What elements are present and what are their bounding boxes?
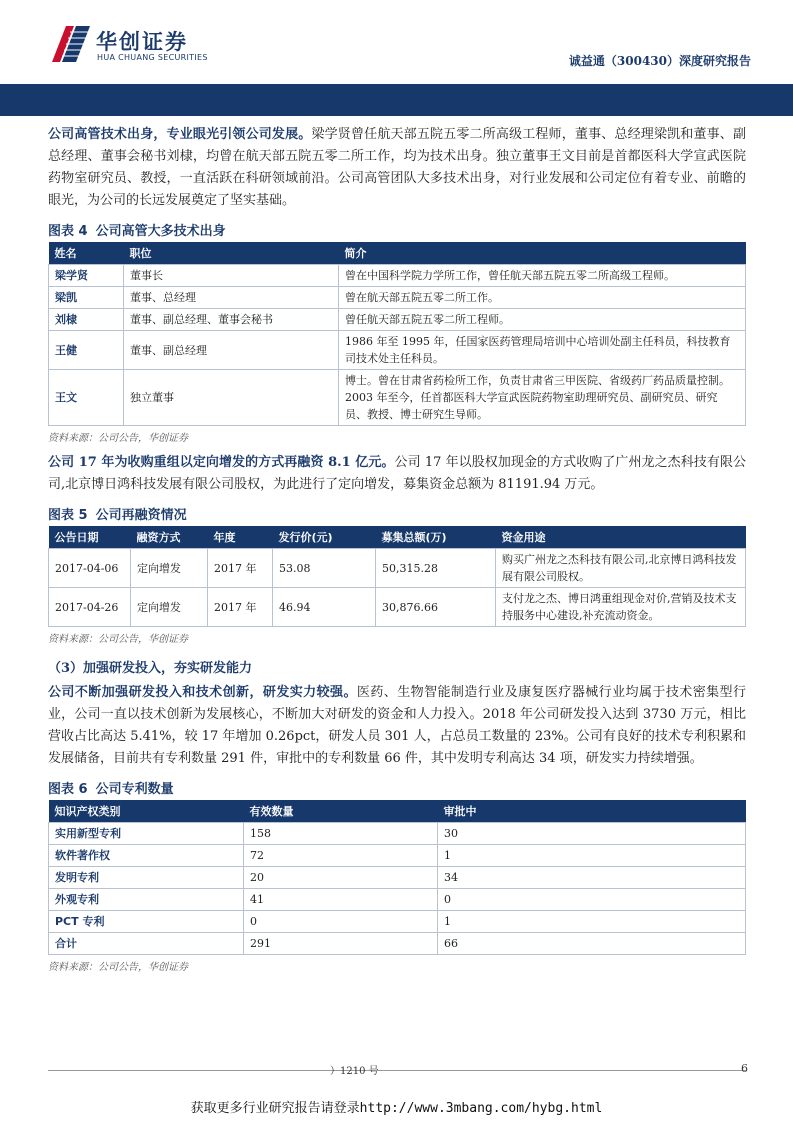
pending-count: 0 (438, 889, 746, 911)
executive-position: 董事、总经理 (124, 287, 339, 309)
executive-position: 独立董事 (124, 370, 339, 426)
financing-method: 定向增发 (131, 588, 208, 627)
valid-count: 0 (244, 911, 438, 933)
pending-count: 1 (438, 911, 746, 933)
fund-usage: 购买广州龙之杰科技有限公司,北京博日鸿科技发展有限公司股权。 (496, 549, 746, 588)
footer-license: ）1210 号 (330, 1066, 379, 1077)
figure-label: 图表 6 (48, 782, 88, 797)
paragraph-management (48, 124, 746, 212)
page-content (48, 124, 746, 981)
table-row (49, 370, 746, 426)
table-row (49, 549, 746, 588)
pending-count: 34 (438, 867, 746, 889)
huachuang-logo-icon (48, 24, 92, 64)
issue-price: 53.08 (273, 549, 376, 588)
executive-position: 董事长 (124, 265, 339, 287)
table-header-row (49, 800, 746, 823)
table-header-row (49, 242, 746, 265)
pending-count: 66 (438, 933, 746, 955)
page-header (0, 0, 793, 70)
table-row (49, 309, 746, 331)
paragraph-body: 公司 17 年以股权加现金的方式收购了广州龙之杰科技有限公司,北京博日鸿科技发展有限公司股权，为此进行了定向增发，募集资金总额为 81191.94 万元。 (48, 455, 746, 492)
table-row (49, 331, 746, 370)
figure-6-title (48, 778, 746, 797)
table-row (49, 845, 746, 867)
brand-name-cn: 华创证券 (96, 30, 188, 54)
issue-price: 46.94 (273, 588, 376, 627)
report-title: 诚益通（300430）深度研究报告 (568, 54, 751, 68)
valid-count: 72 (244, 845, 438, 867)
table-row (49, 823, 746, 845)
executive-intro: 博士。曾在甘肃省药检所工作，负责甘肃省三甲医院、省级药厂药品质量控制。2003 年至今，任首都医科大学宣武医院药物室助理研究员、副研究员、研究员、教授、博士研究生导师。 (339, 370, 746, 426)
valid-count: 20 (244, 867, 438, 889)
ip-category: 外观专利 (49, 889, 244, 911)
pending-count: 1 (438, 845, 746, 867)
figure-source: 资料来源：公司公告，华创证券 (48, 962, 188, 973)
column-header: 简介 (339, 242, 746, 265)
executive-intro: 曾在航天部五院五零二所工作。 (339, 287, 746, 309)
executive-position: 董事、副总经理 (124, 331, 339, 370)
paragraph-financing (48, 452, 746, 496)
executive-intro: 1986 年至 1995 年，任国家医药管理局培训中心培训处副主任科员，科技教育司技术处主任科员。 (339, 331, 746, 370)
page-number: 6 (741, 1062, 748, 1075)
paragraph-lead: 公司不断加强研发投入和技术创新，研发实力较强。 (48, 685, 357, 700)
executive-intro: 曾任航天部五院五零二所工程师。 (339, 309, 746, 331)
financing-method: 定向增发 (131, 549, 208, 588)
header-band (0, 84, 793, 116)
executive-intro: 曾在中国科学院力学所工作，曾任航天部五院五零二所高级工程师。 (339, 265, 746, 287)
figure-source: 资料来源：公司公告，华创证券 (48, 433, 188, 444)
figure-5-title (48, 504, 746, 523)
figure-caption: 公司再融资情况 (95, 508, 187, 523)
column-header: 公告日期 (49, 526, 131, 549)
executive-name: 刘棣 (49, 309, 124, 331)
column-header: 资金用途 (496, 526, 746, 549)
executive-name: 梁学贤 (49, 265, 124, 287)
executive-name: 王健 (49, 331, 124, 370)
column-header: 募集总额(万) (376, 526, 496, 549)
ip-category: PCT 专利 (49, 911, 244, 933)
paragraph-rnd (48, 682, 746, 770)
figure-source: 资料来源：公司公告，华创证券 (48, 634, 188, 645)
footer-divider (48, 1070, 746, 1071)
fiscal-year: 2017 年 (208, 549, 273, 588)
table-row (49, 588, 746, 627)
executive-name: 梁凯 (49, 287, 124, 309)
paragraph-body: 医药、生物智能制造行业及康复医疗器械行业均属于技术密集型行业，公司一直以技术创新为发展核心，不断加大对研发的资金和人力投入。2018 年公司研发投入达到 3730 万元，相比营收占比高达 5.41%，较 17 年增加 0.26pct，研发人员 301 人，占总员工数量的 23%。公司有良好的技术专利积累和发展储备，目前共有专利数量 291 件，审批中的专利数量 66 件，其中发明专利高达 34 项，研发实力持续增强。 (48, 685, 746, 766)
paragraph-lead: 公司高管技术出身，专业眼光引领公司发展。 (48, 127, 312, 142)
section-heading: （3）加强研发投入，夯实研发能力 (48, 661, 253, 676)
paragraph-lead: 公司 17 年为收购重组以定向增发的方式再融资 8.1 亿元。 (48, 455, 395, 470)
table-header-row (49, 526, 746, 549)
executive-name: 王文 (49, 370, 124, 426)
valid-count: 41 (244, 889, 438, 911)
column-header: 发行价(元) (273, 526, 376, 549)
valid-count: 158 (244, 823, 438, 845)
table-row (49, 889, 746, 911)
fund-usage: 支付龙之杰、博日鸿重组现金对价,营销及技术支持服务中心建设,补充流动资金。 (496, 588, 746, 627)
column-header: 职位 (124, 242, 339, 265)
brand-name-en: HUA CHUANG SECURITIES (97, 53, 208, 62)
raised-total: 50,315.28 (376, 549, 496, 588)
ip-category: 发明专利 (49, 867, 244, 889)
column-header: 知识产权类别 (49, 800, 244, 823)
table-row (49, 287, 746, 309)
ip-category: 合计 (49, 933, 244, 955)
column-header: 融资方式 (131, 526, 208, 549)
announce-date: 2017-04-26 (49, 588, 131, 627)
figure-label: 图表 4 (48, 224, 88, 239)
raised-total: 30,876.66 (376, 588, 496, 627)
financing-table (48, 526, 746, 627)
announce-date: 2017-04-06 (49, 549, 131, 588)
management-table (48, 242, 746, 426)
figure-4-title (48, 220, 746, 239)
ip-category: 实用新型专利 (49, 823, 244, 845)
promo-link[interactable]: 获取更多行业研究报告请登录http://www.3mbang.com/hybg.html (190, 1101, 603, 1116)
table-row (49, 911, 746, 933)
column-header: 有效数量 (244, 800, 438, 823)
column-header: 审批中 (438, 800, 746, 823)
valid-count: 291 (244, 933, 438, 955)
column-header: 年度 (208, 526, 273, 549)
patent-table (48, 800, 746, 955)
ip-category: 软件著作权 (49, 845, 244, 867)
figure-caption: 公司高管大多技术出身 (95, 224, 226, 239)
figure-caption: 公司专利数量 (95, 782, 174, 797)
table-row (49, 867, 746, 889)
figure-label: 图表 5 (48, 508, 88, 523)
pending-count: 30 (438, 823, 746, 845)
column-header: 姓名 (49, 242, 124, 265)
executive-position: 董事、副总经理、董事会秘书 (124, 309, 339, 331)
paragraph-body: 梁学贤曾任航天部五院五零二所高级工程师，董事、总经理梁凯和董事、副总经理、董事会秘书刘棣，均曾在航天部五院五零二所工作，均为技术出身。独立董事王文目前是首都医科大学宣武医院药物室研究员、教授，一直活跃在科研领域前沿。公司高管团队大多技术出身，对行业发展和公司定位有着专业、前瞻的眼光，为公司的长远发展奠定了坚实基础。 (48, 127, 746, 208)
table-row (49, 265, 746, 287)
fiscal-year: 2017 年 (208, 588, 273, 627)
table-row (49, 933, 746, 955)
